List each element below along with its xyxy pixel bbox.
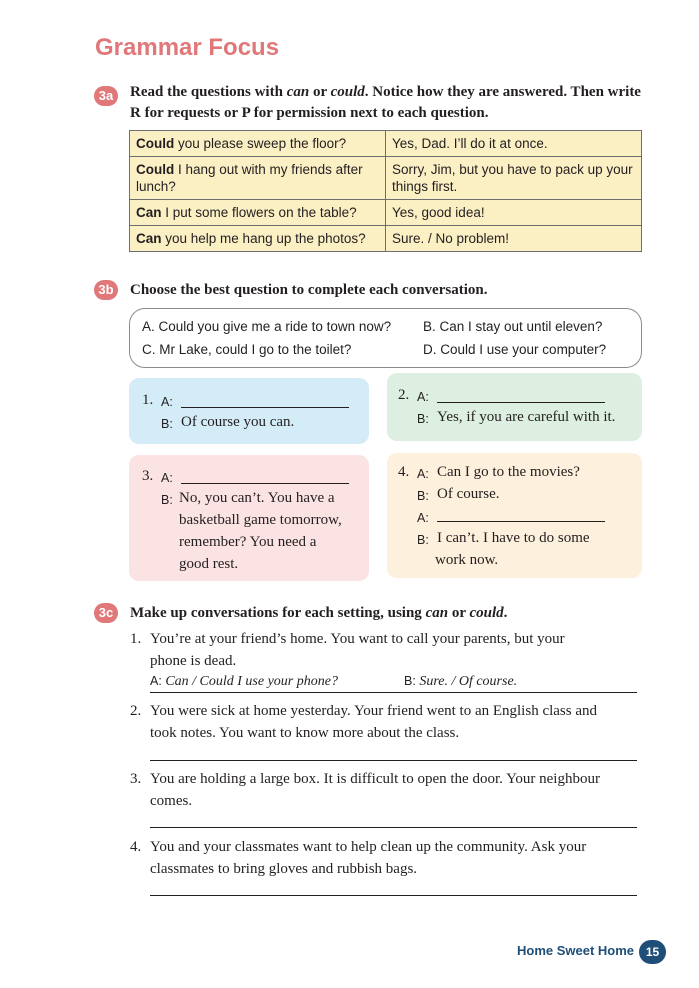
page-number: 15	[639, 940, 666, 964]
section-3a-badge: 3a	[94, 86, 118, 106]
answer-line-4[interactable]	[150, 895, 637, 896]
option-c: C. Mr Lake, could I go to the toilet?	[142, 342, 352, 357]
speaker-b-text: Of course.	[437, 486, 500, 502]
item-line: comes.	[150, 793, 193, 809]
speaker-a-label: A:	[417, 390, 429, 404]
request-permission-table	[129, 130, 642, 252]
table-row	[130, 157, 642, 200]
speaker-a-label: A:	[161, 471, 173, 485]
example-b-text: Sure. / Of course.	[419, 674, 518, 689]
conversation-number: 1.	[142, 392, 154, 408]
options-box	[129, 308, 642, 368]
item-number: 3.	[130, 771, 142, 787]
example-answer	[150, 674, 338, 690]
section-3b-instructions: Choose the best question to complete each conversation.	[130, 282, 488, 298]
speaker-b-text: Of course you can.	[181, 414, 295, 430]
item-line: phone is dead.	[150, 653, 237, 669]
item-number: 1.	[130, 631, 142, 647]
section-3a-instructions	[130, 82, 650, 124]
speaker-b-line: work now.	[435, 552, 499, 568]
instr-could: could	[330, 84, 365, 100]
answer-line-3[interactable]	[150, 827, 637, 828]
speaker-b-line: remember? You need a	[179, 534, 317, 550]
question-cell: Can you help me hang up the photos?	[130, 226, 386, 252]
answer-cell: Sorry, Jim, but you have to pack up your things first.	[386, 157, 642, 200]
section-3c-instructions	[130, 603, 650, 624]
speaker-b-line: I can’t. I have to do some	[437, 530, 590, 546]
question-cell: Could you please sweep the floor?	[130, 131, 386, 157]
answer-cell: Yes, Dad. I’ll do it at once.	[386, 131, 642, 157]
conversation-number: 2.	[398, 387, 410, 403]
example-a-label: A:	[150, 674, 162, 688]
instr-text: Make up conversations for each setting, using	[130, 605, 426, 621]
instr-can: can	[286, 84, 310, 100]
item-number: 4.	[130, 839, 142, 855]
instr-text: . Notice how they are answered. Then write R for requests or P for permission next to each question.	[130, 84, 641, 121]
item-line: classmates to bring gloves and rubbish bags.	[150, 861, 418, 877]
speaker-b-label: B:	[417, 412, 429, 426]
item-line: took notes. You want to know more about the class.	[150, 725, 460, 741]
section-3c-badge: 3c	[94, 603, 118, 623]
conversation-box-3	[129, 455, 369, 581]
answer-blank[interactable]	[181, 407, 349, 408]
speaker-a-label: A:	[417, 467, 429, 481]
option-b: B. Can I stay out until eleven?	[423, 319, 603, 334]
speaker-b-label: B:	[161, 417, 173, 431]
answer-blank[interactable]	[181, 483, 349, 484]
speaker-b-line: good rest.	[179, 556, 239, 572]
instr-text: or	[448, 605, 470, 621]
speaker-a-text: Can I go to the movies?	[437, 464, 580, 480]
question-cell: Can I put some flowers on the table?	[130, 200, 386, 226]
question-cell: Could I hang out with my friends after lunch?	[130, 157, 386, 200]
item-line: You were sick at home yesterday. Your friend went to an English class and	[150, 703, 598, 719]
instr-could: could	[469, 605, 504, 621]
answer-line-2[interactable]	[150, 760, 637, 761]
instr-text: .	[503, 605, 508, 621]
speaker-a-label: A:	[161, 395, 173, 409]
conversation-box-1	[129, 378, 369, 444]
speaker-a-label: A:	[417, 511, 429, 525]
answer-cell: Sure. / No problem!	[386, 226, 642, 252]
table-row	[130, 200, 642, 226]
unit-title: Home Sweet Home	[517, 943, 635, 958]
table-row	[130, 131, 642, 157]
instr-can: can	[425, 605, 449, 621]
speaker-b-line: basketball game tomorrow,	[179, 512, 342, 528]
conversation-number: 3.	[142, 468, 154, 484]
speaker-b-label: B:	[417, 489, 429, 503]
conversation-box-4	[387, 453, 642, 578]
conversation-box-2	[387, 373, 642, 441]
page-title: Grammar Focus	[95, 34, 280, 61]
answer-blank[interactable]	[437, 521, 605, 522]
table-row	[130, 226, 642, 252]
example-b-label: B:	[404, 674, 416, 688]
answer-blank[interactable]	[437, 402, 605, 403]
answer-line-1[interactable]	[150, 692, 637, 693]
speaker-b-label: B:	[417, 533, 429, 547]
example-a-text: Can / Could I use your phone?	[165, 674, 338, 689]
item-number: 2.	[130, 703, 142, 719]
answer-cell: Yes, good idea!	[386, 200, 642, 226]
option-d: D. Could I use your computer?	[423, 342, 607, 357]
conversation-number: 4.	[398, 464, 410, 480]
option-a: A. Could you give me a ride to town now?	[142, 319, 392, 334]
instr-text: Read the questions with	[130, 84, 287, 100]
section-3b-badge: 3b	[94, 280, 118, 300]
speaker-b-label: B:	[161, 493, 173, 507]
item-line: You and your classmates want to help clean up the community. Ask your	[150, 839, 587, 855]
speaker-b-text: Yes, if you are careful with it.	[437, 409, 616, 425]
instr-text: or	[309, 84, 331, 100]
item-line: You’re at your friend’s home. You want to call your parents, but your	[150, 631, 565, 647]
item-line: You are holding a large box. It is difficult to open the door. Your neighbour	[150, 771, 600, 787]
speaker-b-line: No, you can’t. You have a	[179, 490, 335, 506]
example-answer-b	[404, 674, 517, 690]
